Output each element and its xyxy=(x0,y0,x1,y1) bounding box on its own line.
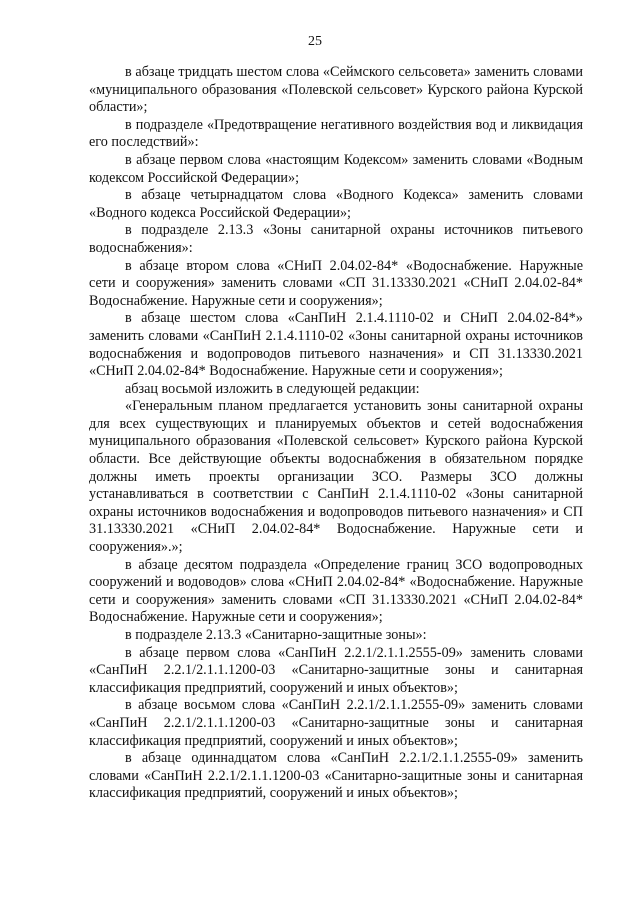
paragraph-11: в подразделе 2.13.3 «Санитарно-защитные зоны»: xyxy=(125,627,427,643)
document-body xyxy=(89,64,583,803)
paragraph-9: «Генеральным планом предлагается установить зоны санитарной охраны для всех существующих и планируемых объектов и сетей водоснабжения муниципального образования «Полевской сельсовет» Курского района Курской области. Все действующие объекты водоснабжения в обязательном порядке должны иметь проекты организации ЗСО. Размеры ЗСО должны устанавливаться в соответствии с СанПиН 2.1.4.1110-02 «Зоны санитарной охраны источников водоснабжения и водопроводов питьевого назначения» и СП 31.13330.2021 «СНиП 2.04.02-84* Водоснабжение. Наружные сети и сооружения».»; xyxy=(89,398,583,556)
page-number: 25 xyxy=(308,34,322,49)
paragraph-14: в абзаце одиннадцатом слова «СанПиН 2.2.1/2.1.1.2555-09» заменить словами «СанПиН 2.2.1/2.1.1.1200-03 «Санитарно-защитные зоны и санитарная классификация предприятий, сооружений и иных объектов»; xyxy=(89,750,583,802)
paragraph-12: в абзаце первом слова «СанПиН 2.2.1/2.1.1.2555-09» заменить словами «СанПиН 2.2.1/2.1.1.1200-03 «Санитарно-защитные зоны и санитарная классификация предприятий, сооружений и иных объектов»; xyxy=(89,644,583,696)
paragraph-6: в абзаце втором слова «СНиП 2.04.02-84* «Водоснабжение. Наружные сети и сооружения» заменить словами «СП 31.13330.2021 «СНиП 2.04.02-84* Водоснабжение. Наружные сети и сооружения»; xyxy=(89,257,583,309)
paragraph-5: в подразделе 2.13.3 «Зоны санитарной охраны источников питьевого водоснабжения»: xyxy=(89,222,583,256)
paragraph-2: в подразделе «Предотвращение негативного воздействия вод и ликвидация его последствий»: xyxy=(89,116,583,151)
paragraph-10: в абзаце десятом подраздела «Определение границ ЗСО водопроводных сооружений и водоводов» слова «СНиП 2.04.02-84* «Водоснабжение. Наружные сети и сооружения» заменить словами «СП 31.13330.2021 «СНиП 2.04.02-84* Водоснабжение. Наружные сети и сооружения»; xyxy=(89,556,583,626)
paragraph-1: в абзаце тридцать шестом слова «Сеймского сельсовета» заменить словами «муниципального образования «Полевской сельсовет» Курского района Курской области»; xyxy=(89,64,583,116)
paragraph-8: абзац восьмой изложить в следующей редакции: xyxy=(125,380,420,397)
paragraph-13: в абзаце восьмом слова «СанПиН 2.2.1/2.1.1.2555-09» заменить словами «СанПиН 2.2.1/2.1.1.1200-03 «Санитарно-защитные зоны и санитарная классификация предприятий, сооружений и иных объектов»; xyxy=(89,697,583,749)
paragraph-3: в абзаце первом слова «настоящим Кодексом» заменить словами «Водным кодексом Российской Федерации»; xyxy=(89,151,583,186)
paragraph-4: в абзаце четырнадцатом слова «Водного Кодекса» заменить словами «Водного кодекса Российской Федерации»; xyxy=(89,187,583,221)
paragraph-7: в абзаце шестом слова «СанПиН 2.1.4.1110-02 и СНиП 2.04.02-84*» заменить словами «СанПиН 2.1.4.1110-02 «Зоны санитарной охраны источников водоснабжения и водопроводов питьевого назначения» и СП 31.13330.2021 «СНиП 2.04.02-84* Водоснабжение. Наружные сети и сооружения»; xyxy=(89,310,583,380)
